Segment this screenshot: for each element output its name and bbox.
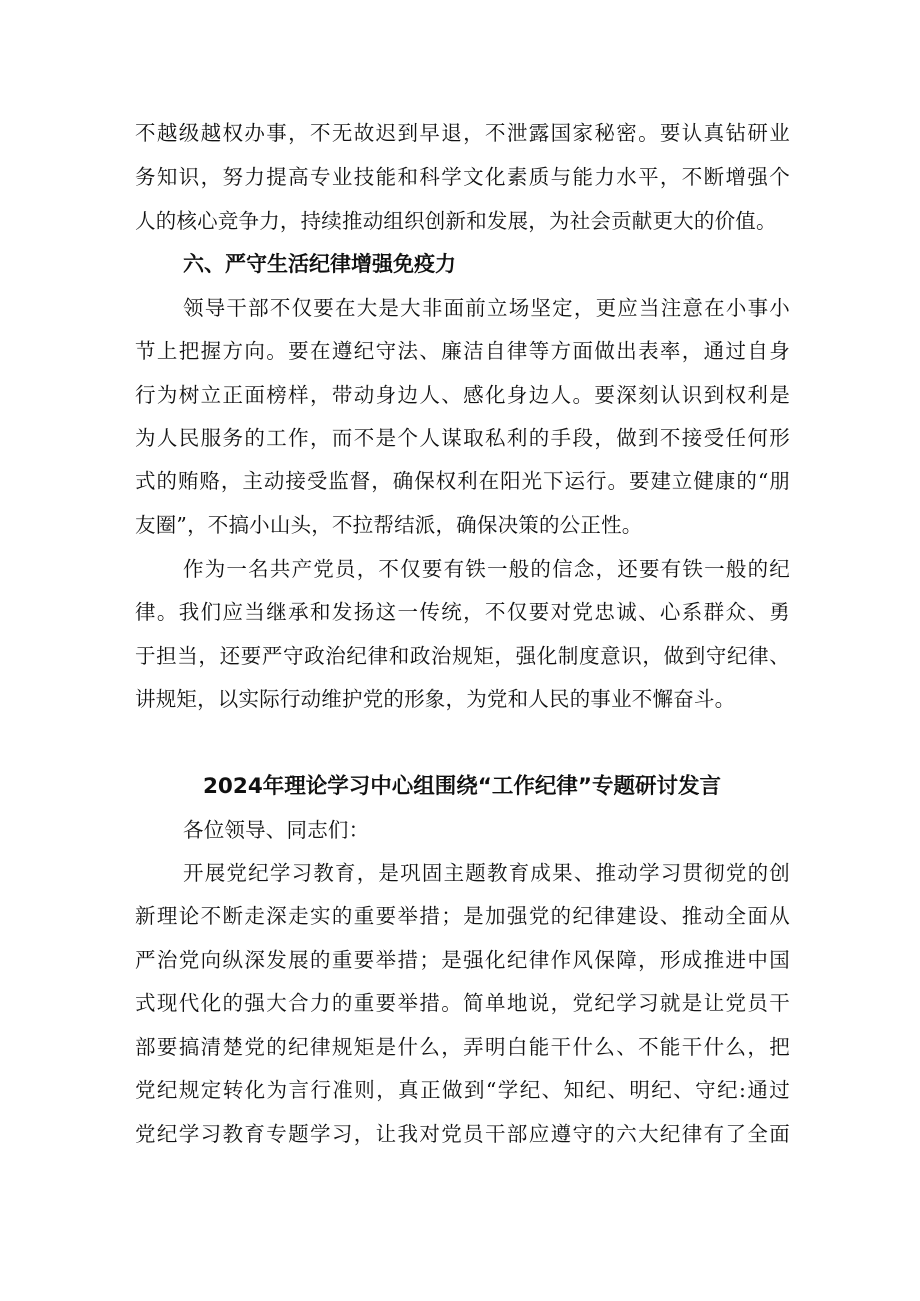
body-text-line: 党纪规定转化为言行准则，真正做到“学纪、知纪、明纪、守纪:通过	[135, 1078, 790, 1102]
body-text-line: 开展党纪学习教育，是巩固主题教育成果、推动学习贯彻党的创	[183, 861, 790, 885]
body-text-line: 式的贿赂，主动接受监督，确保权利在阳光下运行。要建立健康的“朋	[135, 469, 790, 493]
document-title	[0, 767, 920, 807]
body-text-line: 作为一名共产党员，不仅要有铁一般的信念，还要有铁一般的纪	[183, 557, 790, 581]
body-text-line: 党纪学习教育专题学习，让我对党员干部应遵守的六大纪律有了全面	[135, 1122, 790, 1146]
body-text-line: 人的核心竞争力，持续推动组织创新和发展，为社会贡献更大的价值。	[135, 209, 777, 233]
body-text-line: 友圈”，不搞小山头，不拉帮结派，确保决策的公正性。	[135, 513, 643, 537]
body-text-line: 讲规矩，以实际行动维护党的形象，为党和人民的事业不懈奋斗。	[135, 687, 736, 711]
body-text-line: 节上把握方向。要在遵纪守法、廉洁自律等方面做出表率，通过自身	[135, 339, 790, 363]
body-text-line: 律。我们应当继承和发扬这一传统，不仅要对党忠诚、心系群众、勇	[135, 600, 790, 624]
document-title-text: 2024年理论学习中心组围绕“工作纪律”专题研讨发言	[202, 774, 722, 799]
body-text-line: 新理论不断走深走实的重要举措；是加强党的纪律建设、推动全面从	[135, 904, 790, 928]
body-text-line: 于担当，还要严守政治纪律和政治规矩，强化制度意识，做到守纪律、	[135, 644, 790, 668]
body-text-line: 严治党向纵深发展的重要举措；是强化纪律作风保障，形成推进中国	[135, 948, 790, 972]
body-text-line: 为人民服务的工作，而不是个人谋取私利的手段，做到不接受任何形	[135, 426, 790, 450]
salutation: 各位领导、同志们：	[183, 818, 370, 842]
body-text-line: 不越级越权办事，不无故迟到早退，不泄露国家秘密。要认真钻研业	[135, 121, 790, 145]
body-text-line: 行为树立正面榜样，带动身边人、感化身边人。要深刻认识到权利是	[135, 383, 790, 407]
section-heading: 六、严守生活纪律增强免疫力	[183, 252, 456, 276]
body-text-line: 务知识，努力提高专业技能和科学文化素质与能力水平，不断增强个	[135, 165, 790, 189]
body-text-line: 部要搞清楚党的纪律规矩是什么，弄明白能干什么、不能干什么，把	[135, 1035, 790, 1059]
body-text-line: 式现代化的强大合力的重要举措。简单地说，党纪学习就是让党员干	[135, 991, 790, 1015]
body-text-line: 领导干部不仅要在大是大非面前立场坚定，更应当注意在小事小	[183, 296, 790, 320]
